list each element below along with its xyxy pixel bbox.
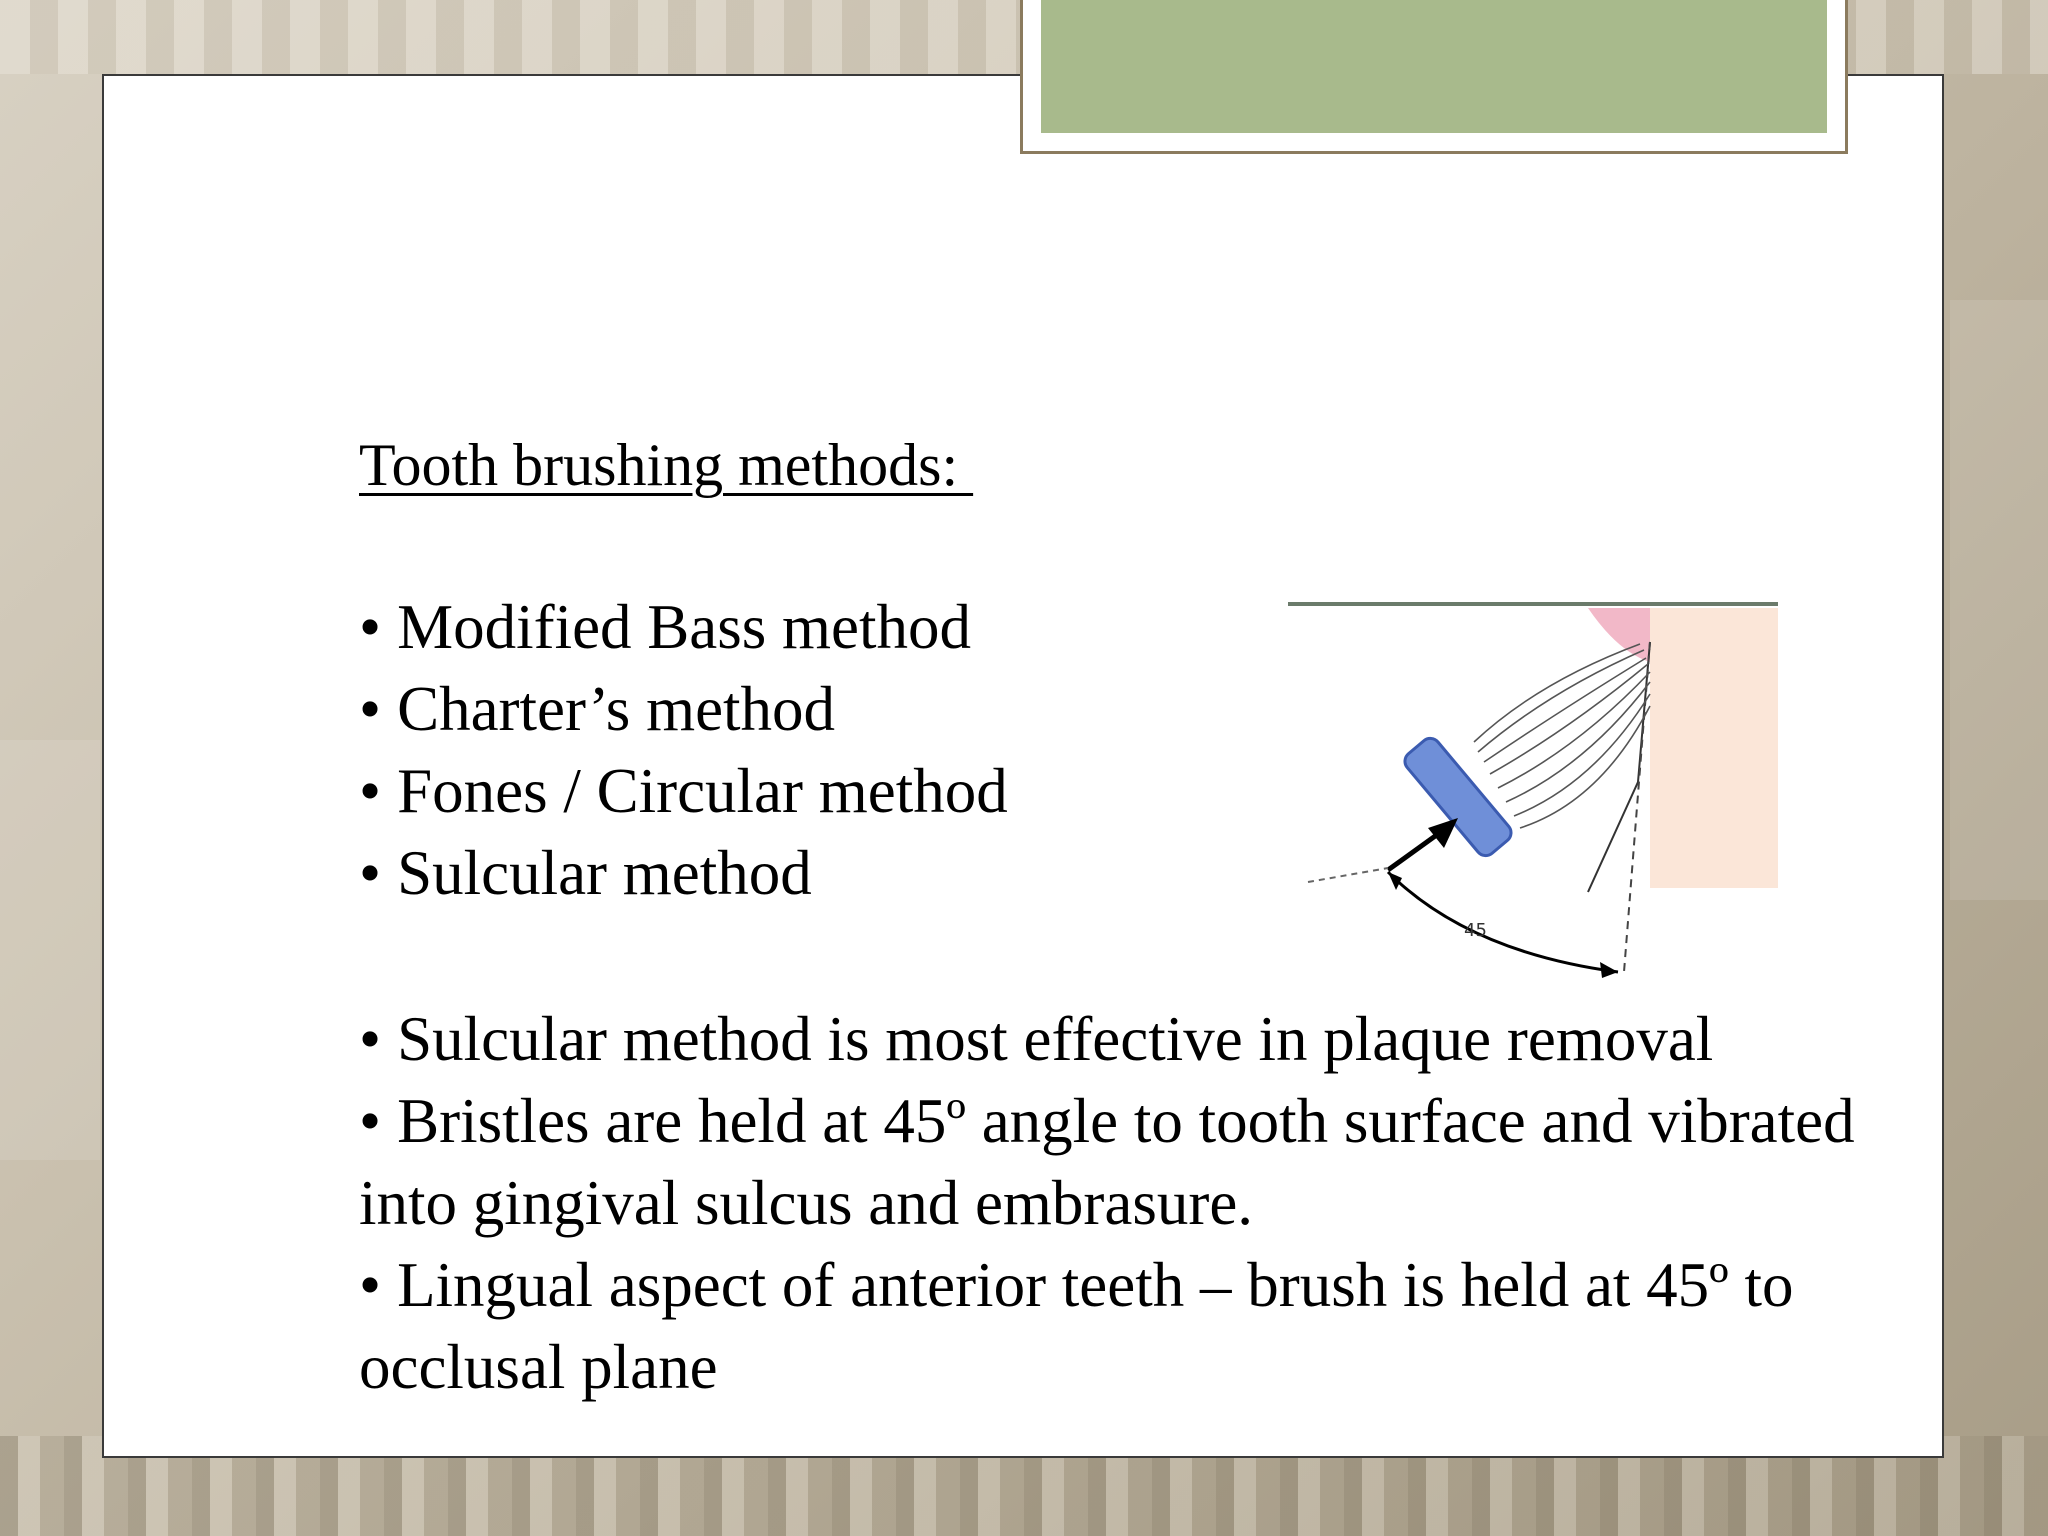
tooth-outline [1588, 642, 1650, 892]
angle-label: 45 [1464, 920, 1487, 941]
list-item: • Sulcular method is most effective in plaque removal [359, 1004, 1714, 1074]
methods-list [359, 586, 1008, 914]
bullet-icon: • [359, 674, 382, 744]
list-item: • Bristles are held at 45º angle to tooth surface and vibrated into gingival sulcus and embrasure. [359, 1086, 1855, 1238]
bullet-icon: • [359, 1250, 382, 1320]
brushing-angle-figure [1288, 602, 1778, 982]
gingiva [1588, 608, 1650, 662]
bullet-icon: • [359, 838, 382, 908]
brush-axis-line [1308, 868, 1388, 882]
title-tab [1020, 0, 1848, 154]
background-panel [1950, 300, 2048, 900]
list-item: • Charter’s method [359, 674, 836, 744]
list-item: • Sulcular method [359, 838, 812, 908]
bullet-icon: • [359, 1004, 382, 1074]
list-item: • Fones / Circular method [359, 756, 1008, 826]
tooth-surface [1650, 608, 1778, 888]
title-tab-fill [1041, 0, 1827, 133]
bullet-icon: • [359, 1086, 382, 1156]
angle-arc-arrow-icon [1600, 962, 1618, 978]
arrow-head-icon [1428, 818, 1458, 848]
slide-canvas [102, 74, 1944, 1458]
angle-arc [1388, 872, 1618, 972]
list-item: • Modified Bass method [359, 592, 972, 662]
notes-list [359, 998, 1859, 1408]
bristles [1474, 644, 1650, 828]
angle-arc-arrow-icon [1388, 872, 1402, 890]
bullet-icon: • [359, 592, 382, 662]
arrow-shaft [1388, 834, 1438, 870]
list-item: • Lingual aspect of anterior teeth – brush is held at 45º to occlusal plane [359, 1250, 1794, 1402]
background-panel [0, 740, 100, 1160]
tooth-axis-line [1624, 642, 1650, 972]
slide-heading: Tooth brushing methods: [359, 432, 974, 498]
bullet-icon: • [359, 756, 382, 826]
